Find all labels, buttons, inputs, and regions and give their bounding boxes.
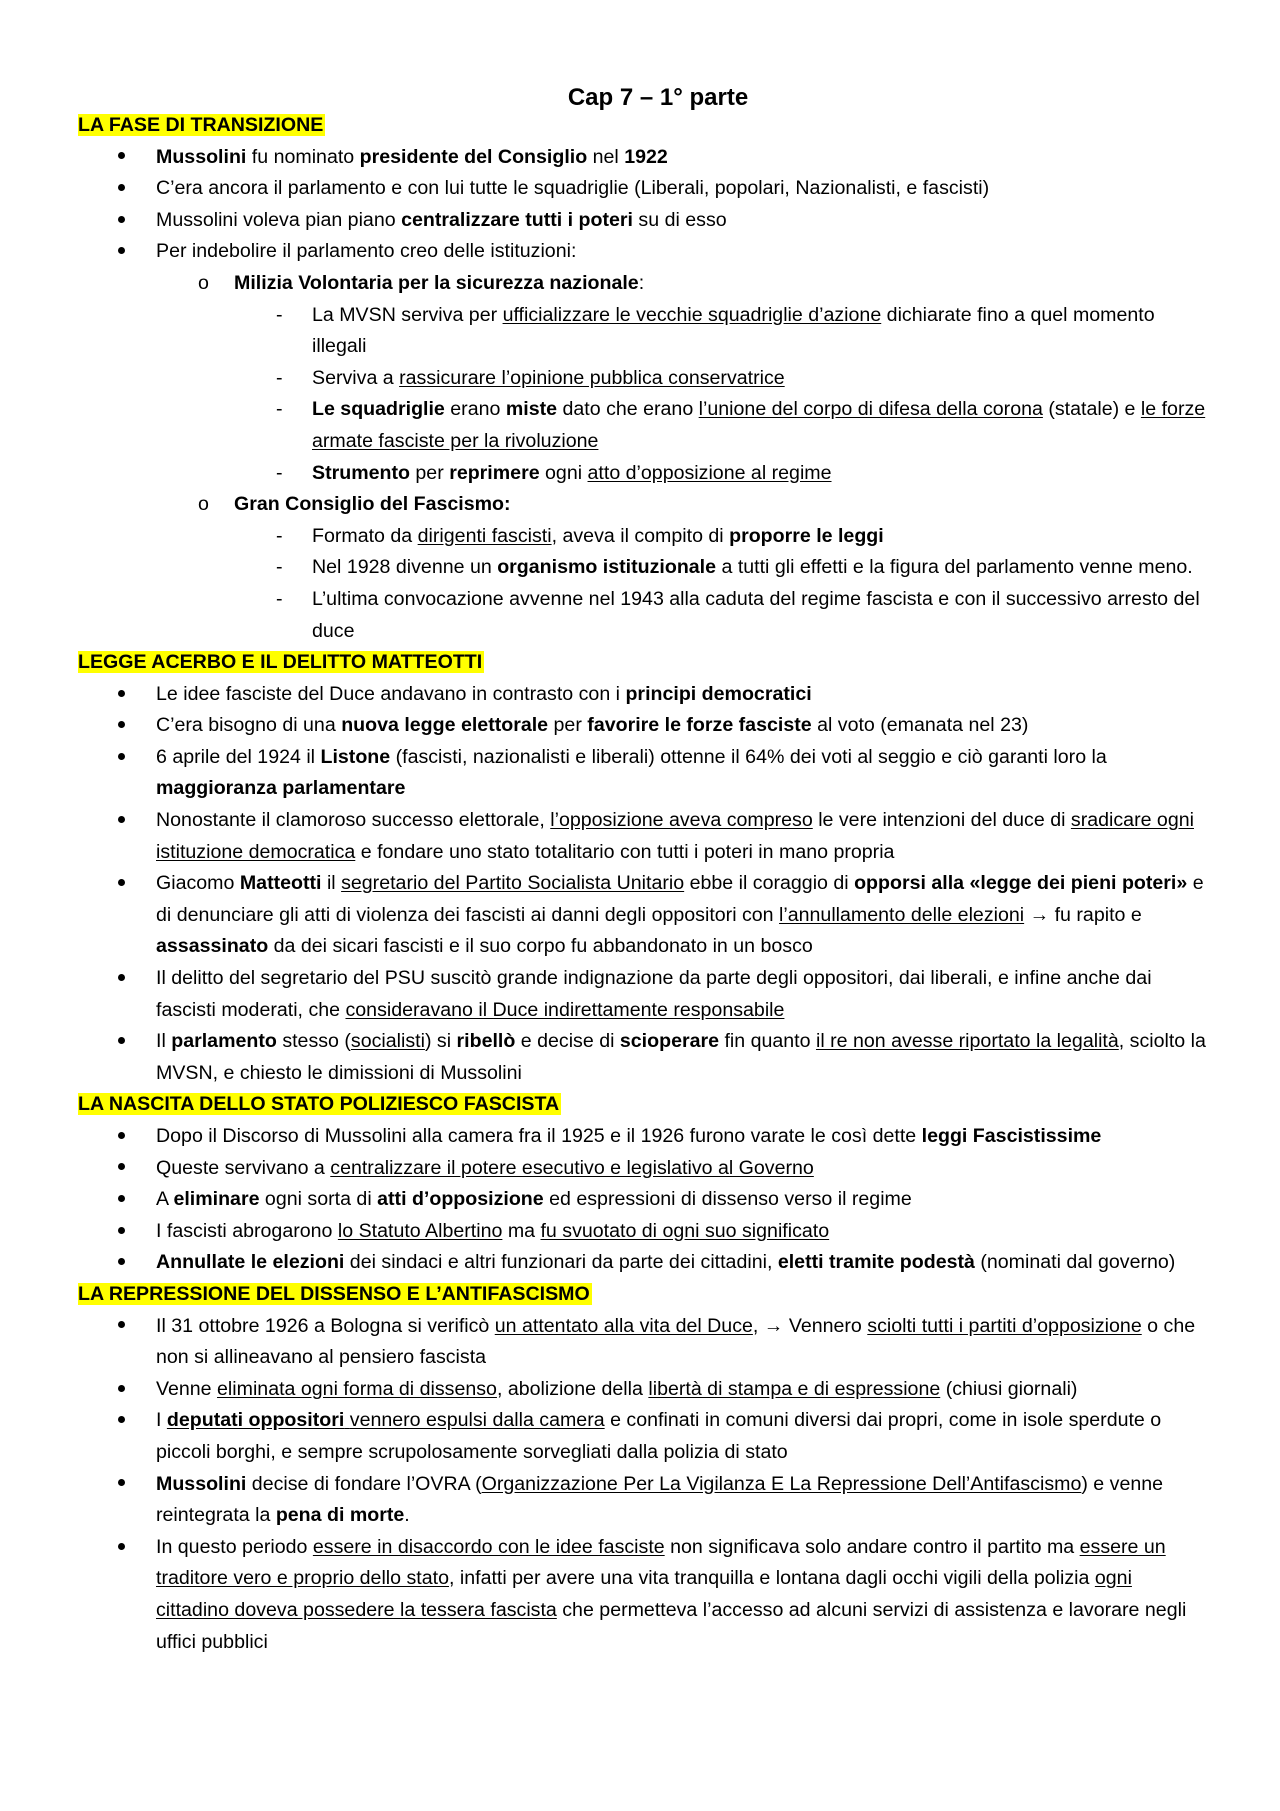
text: L’ultima convocazione avvenne nel 1943 alla caduta del regime fascista e con il successivo arresto del duce — [312, 587, 1200, 642]
list-item — [78, 1216, 1208, 1248]
bullet-icon — [118, 1026, 130, 1058]
text: fin quanto — [719, 1030, 816, 1053]
text: per — [409, 461, 450, 484]
text-bold: Mussolini — [156, 1472, 247, 1495]
bullet-icon — [118, 1405, 130, 1437]
bullet-icon — [118, 1374, 130, 1406]
text: Nel 1928 divenne un — [312, 556, 498, 579]
text: ed espressioni di dissenso verso il regime — [543, 1188, 912, 1211]
list-item — [78, 679, 1208, 711]
bullet-icon — [118, 963, 130, 995]
text: fu nominato — [246, 145, 360, 168]
page-title: Cap 7 – 1° parte — [567, 84, 749, 111]
text: Il delitto del segretario del PSU suscitò grande indignazione da parte degli oppositori, dai liberali, e infine anche dai fascisti moderati, che — [156, 967, 1152, 1021]
text-underlined: libertà di stampa e di espressione — [648, 1377, 941, 1400]
dash-bullet-icon: - — [276, 556, 283, 579]
text-underlined: sradicare ogni istituzione democratica — [156, 809, 1194, 863]
text-underlined: ogni cittadino doveva possedere la tessera fascista — [156, 1567, 1132, 1621]
text-underlined: dirigenti fascisti — [417, 524, 552, 547]
text-underlined: rassicurare l’opinione pubblica conservatrice — [399, 366, 785, 389]
text-bold: organismo istituzionale — [497, 556, 717, 579]
list-item — [78, 1532, 1208, 1658]
text-underlined: lo Statuto Albertino — [337, 1219, 503, 1242]
text: (statale) e — [1042, 398, 1141, 421]
text: nel — [587, 145, 625, 168]
text: Il 31 ottobre 1926 a Bologna si verificò — [156, 1314, 495, 1337]
sub-sub-list-item — [78, 363, 1208, 395]
text: non significava solo andare contro il partito ma — [664, 1535, 1080, 1558]
text: Formato da — [312, 524, 418, 547]
sub-list-item — [78, 489, 1208, 521]
text: per — [548, 714, 588, 737]
text-bold: presidente del Consiglio — [359, 145, 588, 168]
text: Dopo il Discorso di Mussolini alla camera fra il 1925 e il 1926 furono varate le così dette — [156, 1125, 922, 1147]
text-bold: leggi Fascistissime — [921, 1125, 1102, 1147]
text: erano — [444, 398, 506, 421]
text: che permetteva l’accesso ad alcuni servizi di assistenza e lavorare negli uffici pubblici — [156, 1598, 1187, 1653]
list-item — [78, 1374, 1208, 1406]
sub-sub-list-item — [78, 394, 1208, 457]
text: ) si — [424, 1030, 457, 1053]
text: C’era bisogno di una — [156, 714, 342, 737]
text-underlined: l’opposizione aveva compreso — [550, 809, 813, 832]
text: In questo periodo — [156, 1535, 313, 1558]
bullet-icon — [118, 173, 130, 205]
bullet-icon — [118, 1469, 130, 1501]
text-underlined: vennero espulsi dalla camera — [349, 1409, 605, 1432]
text: Giacomo — [156, 872, 240, 895]
highlighted-heading: LA NASCITA DELLO STATO POLIZIESCO FASCISTA — [78, 1093, 560, 1116]
text: C’era ancora il parlamento e con lui tutte le squadriglie (Liberali, popolari, Nazionalisti, e fascisti) — [156, 177, 990, 200]
text: le vere intenzioni del duce di — [812, 809, 1071, 832]
list-item — [78, 1469, 1208, 1532]
bullet-icon — [118, 868, 130, 900]
list-item — [78, 205, 1208, 237]
sub-list-item — [78, 268, 1208, 300]
text: → fu rapito e — [1024, 903, 1142, 926]
bullet-icon — [118, 1153, 130, 1185]
bullet-icon — [118, 710, 130, 742]
dash-bullet-icon: - — [276, 524, 283, 547]
text: Nonostante il clamoroso successo elettorale, — [156, 809, 551, 832]
text: e decise di — [515, 1030, 620, 1053]
text-bold: scioperare — [619, 1030, 720, 1053]
text: da dei sicari fascisti e il suo corpo fu abbandonato in un bosco — [268, 935, 813, 958]
text: Queste servivano a — [156, 1156, 331, 1179]
text: , → Vennero — [752, 1314, 868, 1337]
bullet-list — [78, 1311, 1208, 1659]
bullet-list — [78, 679, 1208, 1090]
text: 6 aprile del 1924 il — [156, 745, 321, 768]
bullet-icon — [118, 1532, 130, 1564]
bullet-icon — [118, 1184, 130, 1216]
bullet-icon — [118, 1247, 130, 1279]
text-bold: miste — [505, 398, 558, 421]
sub-sub-list-item — [78, 552, 1208, 584]
text-bold: atti d’opposizione — [377, 1188, 544, 1211]
text: , aveva il compito di — [551, 524, 730, 547]
text-bold: parlamento — [171, 1030, 277, 1053]
text: e confinati in comuni diversi dai propri, come in isole sperdute o piccoli borghi, e sempre scrupolosamente sorvegliati dalla polizia di stato — [156, 1409, 1162, 1463]
bullet-icon — [118, 205, 130, 237]
list-item — [78, 1026, 1208, 1089]
section-heading — [78, 1279, 1208, 1311]
text-bold: Milizia Volontaria per la sicurezza nazionale — [234, 271, 639, 294]
circle-bullet-icon: o — [198, 271, 209, 294]
text: o che non si allineavano al pensiero fascista — [156, 1314, 1196, 1369]
text: ) e venne reintegrata la — [156, 1472, 1164, 1527]
list-item — [78, 1311, 1208, 1374]
text-bold: assassinato — [156, 935, 269, 958]
text-underlined: l’unione del corpo di difesa della corona — [698, 398, 1043, 421]
text-underlined: il re non avesse riportato la legalità — [815, 1030, 1119, 1053]
text: I — [156, 1409, 167, 1432]
text-underlined: segretario del Partito Socialista Unitario — [341, 872, 685, 895]
bullet-icon — [118, 1311, 130, 1343]
list-item — [78, 1247, 1208, 1279]
text: stesso ( — [276, 1030, 351, 1053]
list-item — [78, 236, 1208, 268]
sub-sub-list-item — [78, 300, 1208, 363]
bullet-icon — [118, 805, 130, 837]
highlighted-heading: LA FASE DI TRANSIZIONE — [78, 114, 324, 136]
bullet-icon — [118, 1121, 130, 1153]
list-item — [78, 173, 1208, 205]
text: (fascisti, nazionalisti e liberali) ottenne il 64% dei voti al seggio e ciò garanti loro la — [390, 745, 1107, 768]
text-bold: eletti tramite podestà — [777, 1251, 975, 1274]
text-bold: favorire le forze fasciste — [587, 714, 812, 737]
circle-bullet-icon: o — [198, 493, 209, 516]
bullet-icon — [118, 142, 130, 174]
text-underlined: sciolti tutti i partiti d’opposizione — [867, 1314, 1142, 1337]
text-bold: Le squadriglie — [312, 398, 445, 421]
dash-bullet-icon: - — [276, 398, 283, 421]
text-bold: Strumento — [312, 461, 410, 484]
text: a tutti gli effetti e la figura del parlamento venne meno. — [716, 556, 1193, 579]
text-underlined: essere un traditore vero e proprio dello stato — [156, 1535, 1166, 1590]
text: il — [321, 872, 342, 895]
bullet-icon — [118, 1216, 130, 1248]
list-item — [78, 1121, 1208, 1153]
list-item — [78, 742, 1208, 805]
bullet-icon — [118, 236, 130, 268]
text-bold: opporsi alla «legge dei pieni poteri» — [854, 872, 1188, 895]
list-item — [78, 710, 1208, 742]
text: ma — [502, 1219, 541, 1242]
section-heading — [78, 647, 1208, 679]
text: Mussolini voleva pian piano — [156, 208, 402, 231]
highlighted-heading: LA REPRESSIONE DEL DISSENSO E L’ANTIFASCISMO — [78, 1282, 590, 1305]
text-bold: pena di morte — [275, 1504, 405, 1527]
text-underlined: un attentato alla vita del Duce — [494, 1314, 753, 1337]
text-bold: Matteotti — [239, 872, 322, 895]
text-underlined: atto d’opposizione al regime — [587, 461, 832, 484]
text-bold: Annullate le elezioni — [156, 1251, 345, 1274]
list-item — [78, 805, 1208, 868]
bullet-list — [78, 1121, 1208, 1279]
text: . — [404, 1504, 410, 1527]
text: La MVSN serviva per — [312, 303, 503, 326]
sub-sub-list-item — [78, 521, 1208, 553]
text-underlined: ufficializzare le vecchie squadriglie d’azione — [502, 303, 882, 326]
bullet-icon — [118, 679, 130, 711]
text-bold: centralizzare tutti i poteri — [401, 208, 633, 231]
dash-bullet-icon: - — [276, 587, 283, 610]
text-underlined: le forze armate fasciste per la rivoluzione — [312, 398, 1206, 452]
text: ebbe il coraggio di — [684, 872, 855, 895]
dash-bullet-icon: - — [276, 461, 283, 484]
text: dei sindaci e altri funzionari da parte dei cittadini, — [344, 1251, 778, 1274]
text-bold: eliminare — [173, 1188, 260, 1211]
text: (nominati dal governo) — [974, 1251, 1176, 1274]
text-bold: Listone — [320, 745, 391, 768]
text: Venne — [156, 1377, 218, 1400]
text-underlined: eliminata ogni forma di dissenso — [217, 1377, 497, 1400]
text: (chiusi giornali) — [940, 1377, 1078, 1400]
sub-sub-list-item — [78, 458, 1208, 490]
text: Il — [156, 1030, 172, 1053]
text: ogni sorta di — [259, 1188, 378, 1211]
text-bold: proporre le leggi — [729, 524, 884, 547]
text-bold: nuova legge elettorale — [341, 714, 549, 737]
text-bold: Mussolini — [156, 145, 247, 168]
text: , abolizione della — [496, 1377, 649, 1400]
text-bold: ribellò — [456, 1030, 516, 1053]
list-item — [78, 1153, 1208, 1185]
text: , infatti per avere una vita tranquilla e lontana dagli occhi vigili della polizia — [448, 1567, 1095, 1590]
text: , sciolto la MVSN, e chiesto le dimissioni di Mussolini — [156, 1030, 1206, 1084]
text: Le idee fasciste del Duce andavano in contrasto con i — [156, 682, 626, 705]
text: A — [156, 1188, 174, 1211]
text-bold: 1922 — [624, 145, 668, 168]
text-underlined: l’annullamento delle elezioni — [779, 903, 1025, 926]
text-underlined: socialisti — [350, 1030, 425, 1053]
text-bold-underlined: deputati oppositori — [166, 1409, 345, 1432]
text: e di denunciare gli atti di violenza dei fascisti ai danni degli oppositori con — [156, 872, 1204, 926]
text-bold: reprimere — [449, 461, 540, 484]
bullet-list — [78, 142, 1208, 648]
text: : — [638, 271, 645, 294]
text: su di esso — [632, 208, 727, 231]
text-bold: Gran Consiglio del Fascismo: — [234, 493, 511, 516]
text-underlined: fu svuotato di ogni suo significato — [540, 1219, 830, 1242]
dash-bullet-icon: - — [276, 303, 283, 326]
list-item — [78, 142, 1208, 174]
section-heading — [78, 1089, 1208, 1121]
list-item — [78, 963, 1208, 1026]
dash-bullet-icon: - — [276, 366, 283, 389]
list-item — [78, 868, 1208, 963]
text: decise di fondare l’OVRA ( — [246, 1472, 482, 1495]
text-bold: maggioranza parlamentare — [156, 777, 406, 800]
text: al voto (emanata nel 23) — [811, 714, 1029, 737]
highlighted-heading: LEGGE ACERBO E IL DELITTO MATTEOTTI — [78, 651, 483, 674]
text: dato che erano — [557, 398, 699, 421]
text-bold: principi democratici — [625, 682, 812, 705]
list-item — [78, 1184, 1208, 1216]
sub-sub-list-item — [78, 584, 1208, 647]
text-underlined: essere in disaccordo con le idee fasciste — [312, 1535, 665, 1558]
list-item — [78, 1405, 1208, 1468]
text-underlined: consideravano il Duce indirettamente responsabile — [345, 998, 785, 1021]
text: ogni — [539, 461, 588, 484]
text: e fondare uno stato totalitario con tutti i poteri in mano propria — [355, 840, 895, 863]
bullet-icon — [118, 742, 130, 774]
text: Per indebolire il parlamento creo delle istituzioni: — [156, 240, 577, 263]
text-underlined: centralizzare il potere esecutivo e legislativo al Governo — [330, 1156, 814, 1179]
text: I fascisti abrogarono — [156, 1219, 338, 1242]
text-underlined: Organizzazione Per La Vigilanza E La Repressione Dell’Antifascismo — [481, 1472, 1082, 1495]
text: Serviva a — [312, 366, 400, 389]
document-page — [78, 80, 1208, 1658]
text: dichiarate fino a quel momento illegali — [312, 303, 1155, 358]
